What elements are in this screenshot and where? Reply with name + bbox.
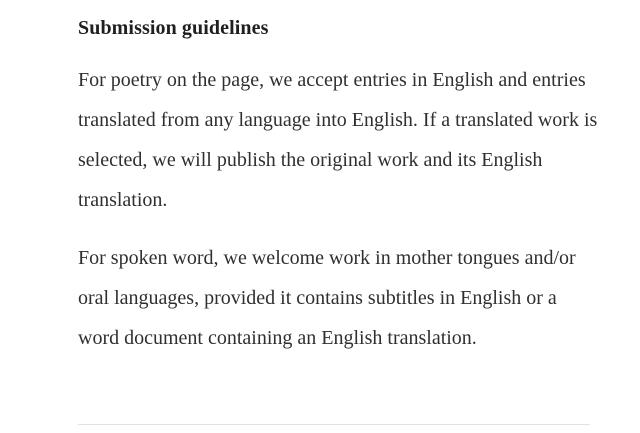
section-divider	[78, 424, 590, 425]
poetry-guidelines-paragraph: For poetry on the page, we accept entries in English and entries translated from any language into English. If a translated work is selected, we will publish the original work and its English translation.	[78, 69, 598, 211]
submission-guidelines-section	[78, 14, 598, 376]
section-heading: Submission guidelines	[78, 17, 269, 39]
spoken-word-guidelines-paragraph: For spoken word, we welcome work in mother tongues and/or oral languages, provided it contains subtitles in English or a word document containing an English translation.	[78, 247, 576, 349]
